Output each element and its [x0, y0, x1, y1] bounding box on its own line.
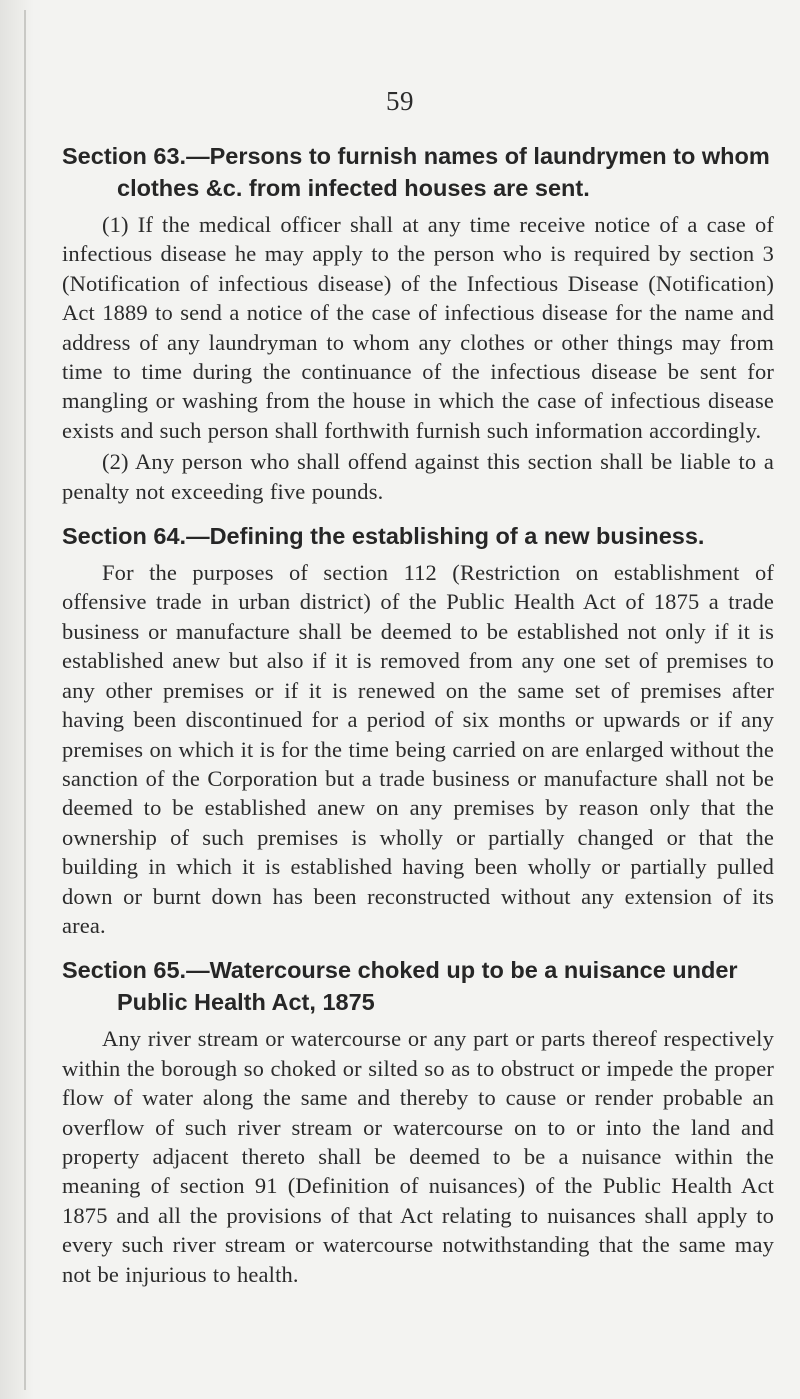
page-gutter: [0, 0, 34, 1399]
section-heading: [62, 520, 774, 552]
binding-edge: [24, 10, 26, 1390]
document-body: [62, 140, 774, 1303]
section-heading: [62, 140, 774, 204]
section-65: [62, 954, 774, 1289]
section-paragraph: Any river stream or watercourse or any part or parts thereof respectively within the borough so choked or silted so as to obstruct or impede the proper flow of water along the same and thereby to cause or render probable an overflow of such river stream or watercourse on to or into the land and property adjacent thereto shall be deemed to be a nuisance within the meaning of section 91 (Definition of nuisances) of the Public Health Act 1875 and all the provisions of that Act relating to nuisances shall apply to every such river stream or watercourse notwithstanding that the same may not be injurious to health.: [62, 1026, 774, 1287]
section-heading-line1: Section 64.—Defining the establishing of a new business.: [62, 523, 705, 550]
section-63: [62, 140, 774, 506]
page-number: 59: [386, 86, 414, 116]
section-heading-line1: Section 63.—Persons to furnish names of laundrymen to whom: [62, 143, 770, 169]
section-heading-line2: clothes &c. from infected houses are sent.: [117, 175, 590, 201]
section-paragraph: (1) If the medical officer shall at any time receive notice of a case of infectious disease he may apply to the person who is required by section 3 (Notification of infectious disease) of the Infectious Disease (Notification) Act 1889 to send a notice of the case of infectious disease for the name and address of any laundryman to whom any clothes or other things may from time to time during the continuance of the infectious disease be sent for mangling or washing from the house in which the case of infectious disease exists and such person shall forthwith furnish such information accordingly.: [62, 212, 774, 443]
section-paragraph: For the purposes of section 112 (Restriction on establishment of offensive trade in urban district) of the Public Health Act of 1875 a trade business or manufacture shall be deemed to be established not only if it is established anew but also if it is removed from any one set of premises to any other premises or if it is renewed on the same set of premises after having been discontinued for a period of six months or upwards or if any premises on which it is for the time being carried on are enlarged without the sanction of the Corporation but a trade business or manufacture shall not be deemed to be established anew on any premises by reason only that the ownership of such premises is wholly or partially changed or that the building in which it is established having been wholly or partially pulled down or burnt down has been reconstructed without any extension of its area.: [62, 560, 774, 938]
section-heading: [62, 954, 774, 1018]
section-heading-line2: Public Health Act, 1875: [117, 989, 375, 1016]
section-heading-line1: Section 65.—Watercourse choked up to be a nuisance under: [62, 957, 738, 984]
section-64: [62, 520, 774, 940]
section-paragraph: (2) Any person who shall offend against this section shall be liable to a penalty not exceeding five pounds.: [62, 449, 774, 504]
